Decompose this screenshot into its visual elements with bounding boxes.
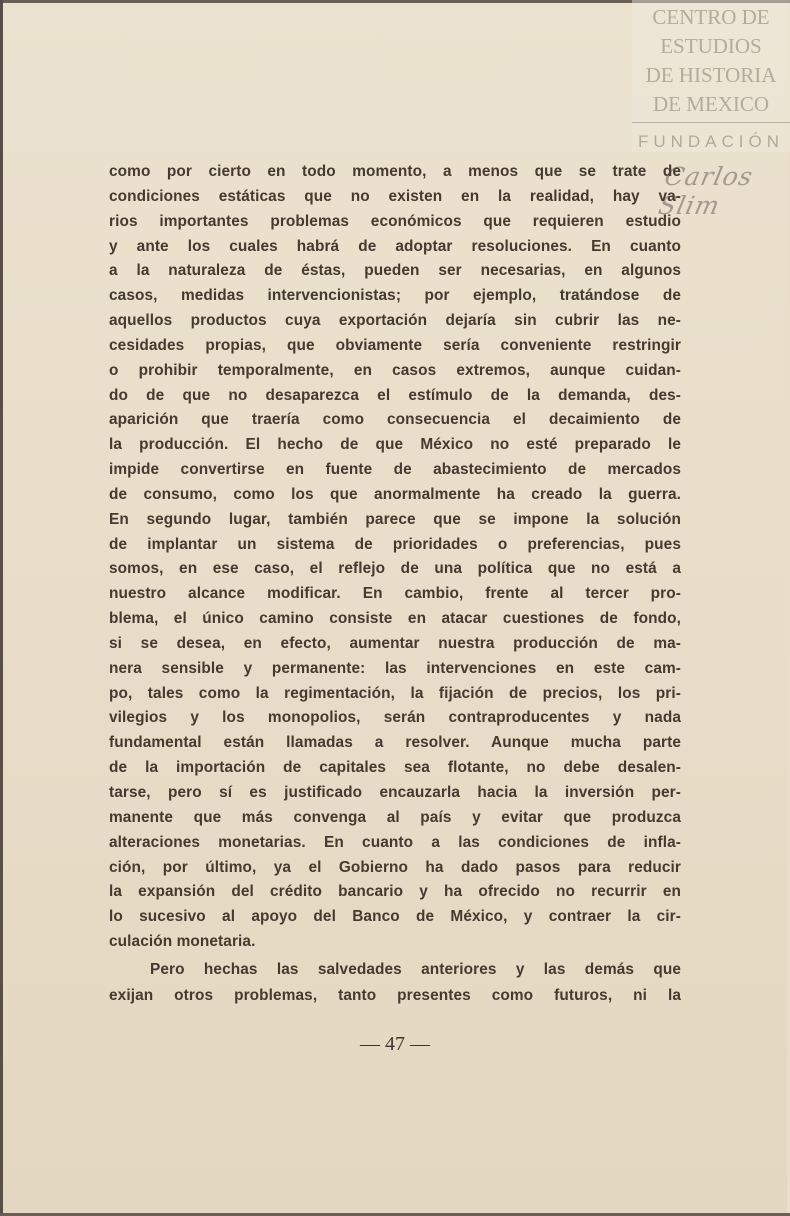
text-line: condiciones estáticas que no existen en la realidad, hay va- — [109, 187, 681, 205]
watermark-signature: Carlos Slim — [655, 162, 757, 220]
text-line: rios importantes problemas económicos que requieren estudio — [109, 212, 681, 230]
text-line: blema, el único camino consiste en atacar cuestiones de fondo, — [109, 610, 681, 628]
text-line: vilegios y los monopolios, serán contraproducentes y nada — [109, 709, 681, 727]
text-line: Pero hechas las salvedades anteriores y las demás que — [150, 961, 681, 978]
text-line: si se desea, en efecto, aumentar nuestra producción de ma- — [109, 634, 681, 652]
text-line: somos, en ese caso, el reflejo de una política que no está a — [109, 560, 681, 578]
text-line: de implantar un sistema de prioridades o preferencias, pues — [109, 535, 681, 553]
text-line: culación monetaria. — [109, 933, 256, 951]
text-line: tarse, pero sí es justificado encauzarla hacia la inversión per- — [109, 784, 681, 801]
text-line: a la naturaleza de éstas, pueden ser necesarias, en algunos — [109, 262, 681, 280]
text-line: po, tales como la regimentación, la fijación de precios, los pri- — [109, 684, 681, 702]
text-line: exijan otros problemas, tanto presentes como futuros, ni la — [109, 986, 681, 1004]
text-line: aquellos productos cuya exportación dejaría sin cubrir las ne- — [109, 312, 681, 330]
text-line: fundamental están llamadas a resolver. Aunque mucha parte — [109, 734, 681, 752]
watermark-line: ESTUDIOS — [660, 34, 762, 58]
text-line: nuestro alcance modificar. En cambio, frente al tercer pro- — [109, 585, 681, 603]
text-line: aparición que traería como consecuencia el decaimiento de — [109, 411, 681, 429]
text-line: la expansión del crédito bancario y ha ofrecido no recurrir en — [109, 883, 681, 901]
text-line: de consumo, como los que anormalmente ha creado la guerra. — [109, 485, 681, 503]
text-line: impide convertirse en fuente de abastecimiento de mercados — [109, 461, 681, 479]
watermark-line: CENTRO DE — [652, 5, 770, 29]
text-line: cesidades propias, que obviamente sería conveniente restringir — [109, 336, 681, 354]
page-number: — 47 — — [360, 1033, 430, 1055]
watermark-line: DE MEXICO — [652, 92, 770, 116]
text-line: la producción. El hecho de que México no esté preparado le — [109, 436, 681, 454]
text-line: do de que no desaparezca el estímulo de la demanda, des- — [109, 386, 681, 404]
text-line: o prohibir temporalmente, en casos extremos, aunque cuidan- — [109, 361, 681, 379]
text-line: casos, medidas intervencionistas; por ejemplo, tratándose de — [109, 287, 681, 305]
text-line: como por cierto en todo momento, a menos que se trate de — [109, 163, 681, 180]
text-line: En segundo lugar, también parece que se impone la solución — [109, 510, 681, 528]
watermark-divider — [632, 122, 790, 123]
text-line: de la importación de capitales sea flotante, no debe desalen- — [109, 759, 681, 777]
text-line: ción, por último, ya el Gobierno ha dado pasos para reducir — [109, 858, 681, 876]
text-line: lo sucesivo al apoyo del Banco de México, y contraer la cir- — [109, 908, 681, 926]
text-line: y ante los cuales habrá de adoptar resoluciones. En cuanto — [109, 237, 681, 255]
text-line: nera sensible y permanente: las intervenciones en este cam- — [109, 659, 681, 677]
watermark-line: DE HISTORIA — [645, 63, 777, 87]
text-line: alteraciones monetarias. En cuanto a las condiciones de infla- — [109, 833, 681, 851]
text-line: manente que más convenga al país y evitar que produzca — [109, 808, 681, 826]
watermark-foundation: FUNDACIÓN — [637, 132, 785, 151]
